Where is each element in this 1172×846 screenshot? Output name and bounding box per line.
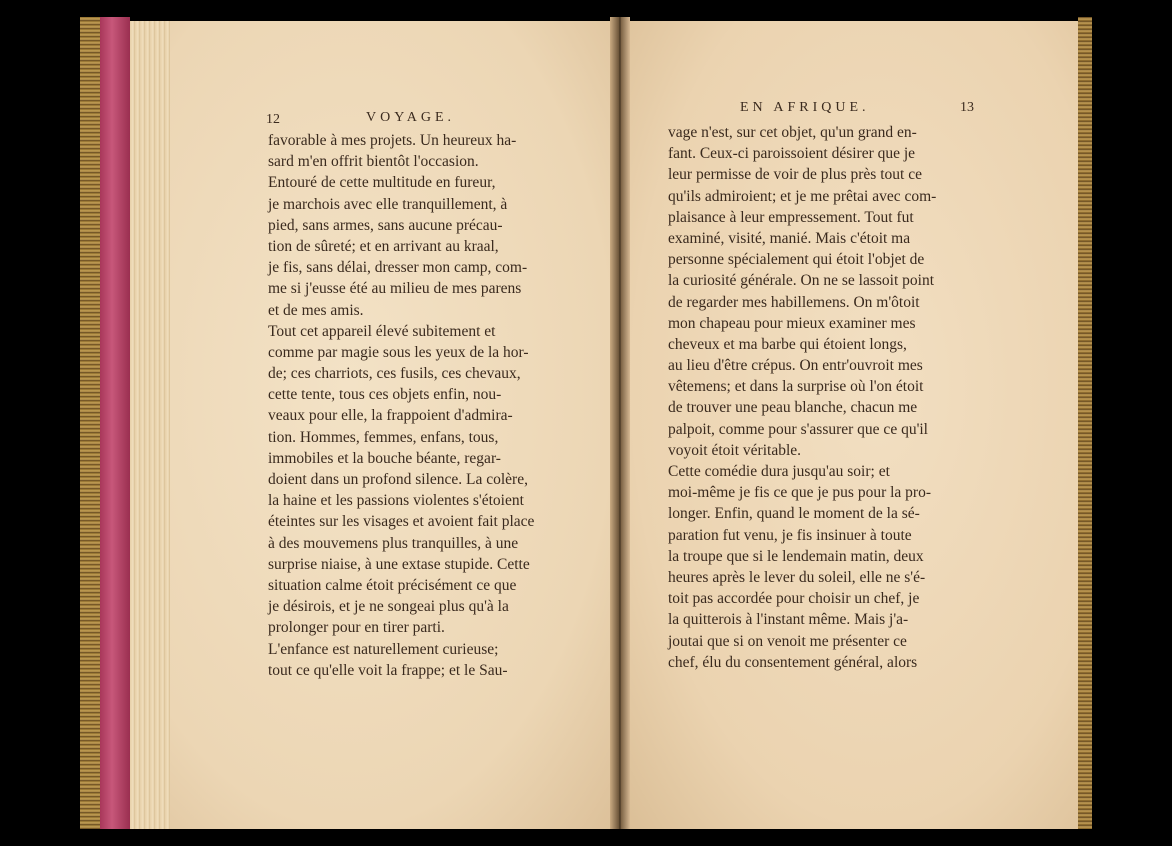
right-running-head: EN AFRIQUE. <box>740 100 870 115</box>
left-binding-edge <box>80 17 100 829</box>
text-line: voyoit étoit véritable. <box>668 441 802 459</box>
text-line: fant. Ceux-ci paroissoient désirer que je <box>668 145 916 163</box>
marbled-cover-edge <box>100 17 130 829</box>
text-line: veaux pour elle, la frappoient d'admira- <box>268 407 513 425</box>
text-line: la curiosité générale. On ne se lassoit point <box>668 272 935 290</box>
text-line: à des mouvemens plus tranquilles, à une <box>268 534 519 552</box>
text-line: Cette comédie dura jusqu'au soir; et <box>668 463 890 480</box>
text-line: je désirois, et je ne songeai plus qu'à la <box>268 598 509 616</box>
text-line: la quitterois à l'instant même. Mais j'a- <box>668 611 909 629</box>
text-line: tion de sûreté; et en arrivant au kraal, <box>268 237 499 255</box>
text-line: prolonger pour en tirer parti. <box>268 619 445 637</box>
text-line: qu'ils admiroient; et je me prêtai avec com- <box>668 187 937 205</box>
text-line: doient dans un profond silence. La colère, <box>268 471 528 488</box>
right-page-number: 13 <box>960 100 974 115</box>
text-line: me si j'eusse été au milieu de mes parens <box>268 280 522 298</box>
text-line: leur permisse de voir de plus près tout ce <box>668 166 922 184</box>
text-line: je fis, sans délai, dresser mon camp, com- <box>268 259 528 277</box>
right-binding-edge <box>1078 17 1092 829</box>
text-line: personne spécialement qui étoit l'objet de <box>668 251 925 269</box>
text-line: de trouver une peau blanche, chacun me <box>668 399 918 417</box>
text-line: heures après le lever du soleil, elle ne s'é- <box>668 568 926 586</box>
text-line: la troupe que si le lendemain matin, deux <box>668 547 924 565</box>
text-line: plaisance à leur empressement. Tout fut <box>668 208 914 226</box>
text-line: Tout cet appareil élevé subitement et <box>268 322 496 340</box>
text-line: cette tente, tous ces objets enfin, nou- <box>268 386 502 404</box>
text-line: vêtemens; et dans la surprise où l'on étoit <box>668 378 924 396</box>
text-line: je marchois avec elle tranquillement, à <box>268 195 508 213</box>
text-line: favorable à mes projets. Un heureux ha- <box>268 132 517 149</box>
text-line: palpoit, comme pour s'assurer que ce qu'il <box>668 420 928 438</box>
text-line: comme par magie sous les yeux de la hor- <box>268 343 529 361</box>
text-line: de; ces charriots, ces fusils, ces chevaux, <box>268 365 521 383</box>
text-line: mon chapeau pour mieux examiner mes <box>668 314 916 332</box>
text-line: moi-même je fis ce que je pus pour la pro- <box>668 484 931 502</box>
text-line: joutai que si on venoit me présenter ce <box>668 632 907 650</box>
left-page-number: 12 <box>266 112 280 127</box>
book-gutter <box>610 17 630 829</box>
text-line: L'enfance est naturellement curieuse; <box>268 640 499 658</box>
text-line: vage n'est, sur cet objet, qu'un grand en- <box>668 124 917 141</box>
text-line: examiné, visité, manié. Mais c'étoit ma <box>668 229 911 247</box>
text-line: éteintes sur les visages et avoient fait place <box>268 513 535 531</box>
text-line: immobiles et la bouche béante, regar- <box>268 449 501 467</box>
text-line: tion. Hommes, femmes, enfans, tous, <box>268 428 499 446</box>
text-line: pied, sans armes, sans aucune précau- <box>268 216 503 234</box>
text-line: Entouré de cette multitude en fureur, <box>268 174 496 192</box>
page-stack-edges <box>130 21 170 829</box>
text-line: situation calme étoit précisément ce que <box>268 576 517 594</box>
text-line: au lieu d'être crépus. On entr'ouvroit mes <box>668 357 923 375</box>
left-page-text <box>268 130 588 681</box>
text-line: sard m'en offrit bientôt l'occasion. <box>268 153 479 171</box>
text-line: tout ce qu'elle voit la frappe; et le Sau- <box>268 661 508 679</box>
text-line: cheveux et ma barbe qui étoient longs, <box>668 335 907 353</box>
text-line: et de mes amis. <box>268 301 364 319</box>
text-line: paration fut venu, je fis insinuer à toute <box>668 526 912 544</box>
text-line: de regarder mes habillemens. On m'ôtoit <box>668 293 920 311</box>
text-line: chef, élu du consentement général, alors <box>668 653 918 671</box>
text-line: longer. Enfin, quand le moment de la sé- <box>668 505 920 523</box>
left-running-head: VOYAGE. <box>366 110 456 125</box>
text-line: la haine et les passions violentes s'étoient <box>268 492 524 510</box>
right-page-text <box>668 122 983 673</box>
text-line: surprise niaise, à une extase stupide. Cette <box>268 555 530 573</box>
text-line: toit pas accordée pour choisir un chef, je <box>668 590 920 608</box>
